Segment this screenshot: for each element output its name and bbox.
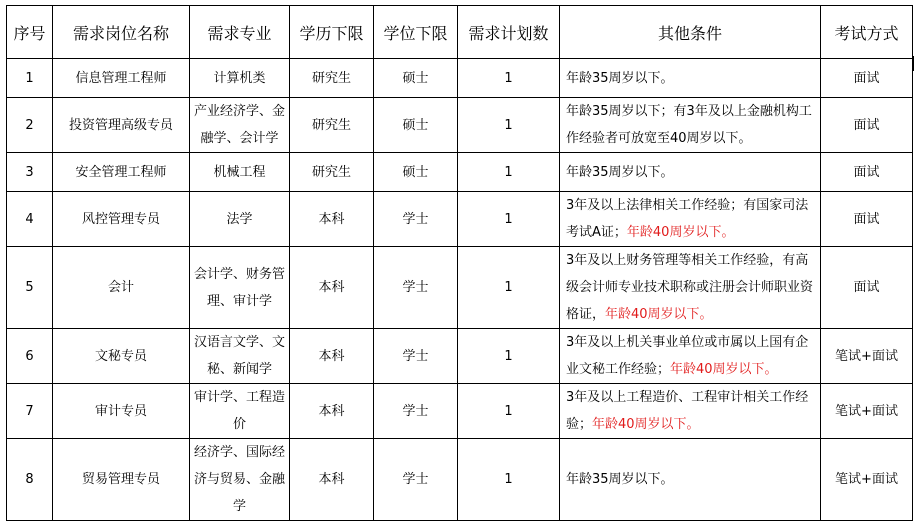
cell-conditions	[560, 384, 821, 439]
cell-education: 研究生	[290, 98, 374, 153]
cell-number: 2	[7, 98, 53, 153]
cell-count: 1	[458, 247, 560, 329]
cell-count: 1	[458, 98, 560, 153]
cell-number: 1	[7, 59, 53, 98]
header-position: 需求岗位名称	[53, 6, 190, 59]
table-row	[7, 247, 913, 329]
cell-number: 8	[7, 439, 53, 521]
cell-degree: 学士	[374, 192, 458, 247]
header-education: 学历下限	[290, 6, 374, 59]
table-row	[7, 384, 913, 439]
header-count: 需求计划数	[458, 6, 560, 59]
cell-exam: 面试	[821, 247, 913, 329]
cell-major: 经济学、国际经济与贸易、金融学	[190, 439, 290, 521]
cell-degree: 硕士	[374, 59, 458, 98]
cell-education: 研究生	[290, 59, 374, 98]
cell-exam: 面试	[821, 192, 913, 247]
cell-number: 6	[7, 329, 53, 384]
cell-position: 审计专员	[53, 384, 190, 439]
cell-major: 审计学、工程造价	[190, 384, 290, 439]
cell-major: 计算机类	[190, 59, 290, 98]
cell-position: 投资管理高级专员	[53, 98, 190, 153]
condition-text: 年龄35周岁以下。	[566, 70, 674, 86]
cell-number: 5	[7, 247, 53, 329]
condition-text: 年龄35周岁以下。	[566, 472, 674, 487]
condition-highlight: 年龄40周岁以下。	[670, 362, 778, 377]
cell-conditions	[560, 192, 821, 247]
cell-count: 1	[458, 59, 560, 98]
cell-major: 法学	[190, 192, 290, 247]
cell-major: 汉语言文学、文秘、新闻学	[190, 329, 290, 384]
cell-conditions	[560, 153, 821, 192]
cell-conditions	[560, 329, 821, 384]
cell-count: 1	[458, 439, 560, 521]
cell-count: 1	[458, 192, 560, 247]
header-exam: 考试方式	[821, 6, 913, 59]
cell-major: 会计学、财务管理、审计学	[190, 247, 290, 329]
condition-highlight: 年龄40周岁以下。	[626, 225, 735, 240]
cell-exam: 面试	[821, 153, 913, 192]
cell-position: 安全管理工程师	[53, 153, 190, 192]
cell-education: 本科	[290, 192, 374, 247]
recruitment-table	[6, 5, 913, 521]
condition-highlight: 年龄40周岁以下。	[605, 307, 713, 322]
cell-position: 信息管理工程师	[53, 59, 190, 98]
cell-exam: 笔试+面试	[821, 384, 913, 439]
cell-position: 风控管理专员	[53, 192, 190, 247]
cell-major: 机械工程	[190, 153, 290, 192]
table-row	[7, 192, 913, 247]
table-row	[7, 153, 913, 192]
condition-highlight: 年龄40周岁以下。	[592, 417, 700, 432]
cell-count: 1	[458, 329, 560, 384]
cell-exam: 面试	[821, 59, 913, 98]
cell-exam: 面试	[821, 98, 913, 153]
cell-conditions	[560, 98, 821, 153]
cell-conditions	[560, 439, 821, 521]
cell-number: 3	[7, 153, 53, 192]
condition-text: 3年及以上法律相关工作经验；有国家司法考试A证；	[566, 198, 809, 240]
cell-count: 1	[458, 153, 560, 192]
cell-conditions	[560, 247, 821, 329]
cell-position: 贸易管理专员	[53, 439, 190, 521]
cell-education: 本科	[290, 439, 374, 521]
cell-degree: 学士	[374, 439, 458, 521]
cell-education: 研究生	[290, 153, 374, 192]
cell-degree: 硕士	[374, 153, 458, 192]
header-major: 需求专业	[190, 6, 290, 59]
header-row	[7, 6, 913, 59]
table-row	[7, 98, 913, 153]
cell-number: 4	[7, 192, 53, 247]
header-degree: 学位下限	[374, 6, 458, 59]
cell-major: 产业经济学、金融学、会计学	[190, 98, 290, 153]
condition-text: 3年及以上财务管理等相关工作经验，有高级会计师专业技术职称或注册会计师职业资格证，	[566, 253, 814, 322]
cell-position: 会计	[53, 247, 190, 329]
table-row	[7, 329, 913, 384]
condition-text: 年龄35周岁以下。	[566, 164, 674, 180]
cell-conditions	[560, 59, 821, 98]
cell-number: 7	[7, 384, 53, 439]
condition-text: 3年及以上工程造价、工程审计相关工作经验；	[566, 390, 809, 432]
right-edge-marker	[912, 56, 914, 71]
header-number: 序号	[7, 6, 53, 59]
header-conditions: 其他条件	[560, 6, 821, 59]
table-row	[7, 59, 913, 98]
condition-text: 年龄35周岁以下；有3年及以上金融机构工作经验者可放宽至40周岁以下。	[566, 104, 812, 146]
cell-degree: 硕士	[374, 98, 458, 153]
cell-degree: 学士	[374, 247, 458, 329]
cell-education: 本科	[290, 247, 374, 329]
cell-degree: 学士	[374, 329, 458, 384]
cell-exam: 笔试+面试	[821, 329, 913, 384]
cell-count: 1	[458, 384, 560, 439]
cell-position: 文秘专员	[53, 329, 190, 384]
cell-exam: 笔试+面试	[821, 439, 913, 521]
cell-degree: 学士	[374, 384, 458, 439]
cell-education: 本科	[290, 329, 374, 384]
cell-education: 本科	[290, 384, 374, 439]
table-row	[7, 439, 913, 521]
condition-text: 3年及以上机关事业单位或市属以上国有企业文秘工作经验；	[566, 335, 809, 377]
